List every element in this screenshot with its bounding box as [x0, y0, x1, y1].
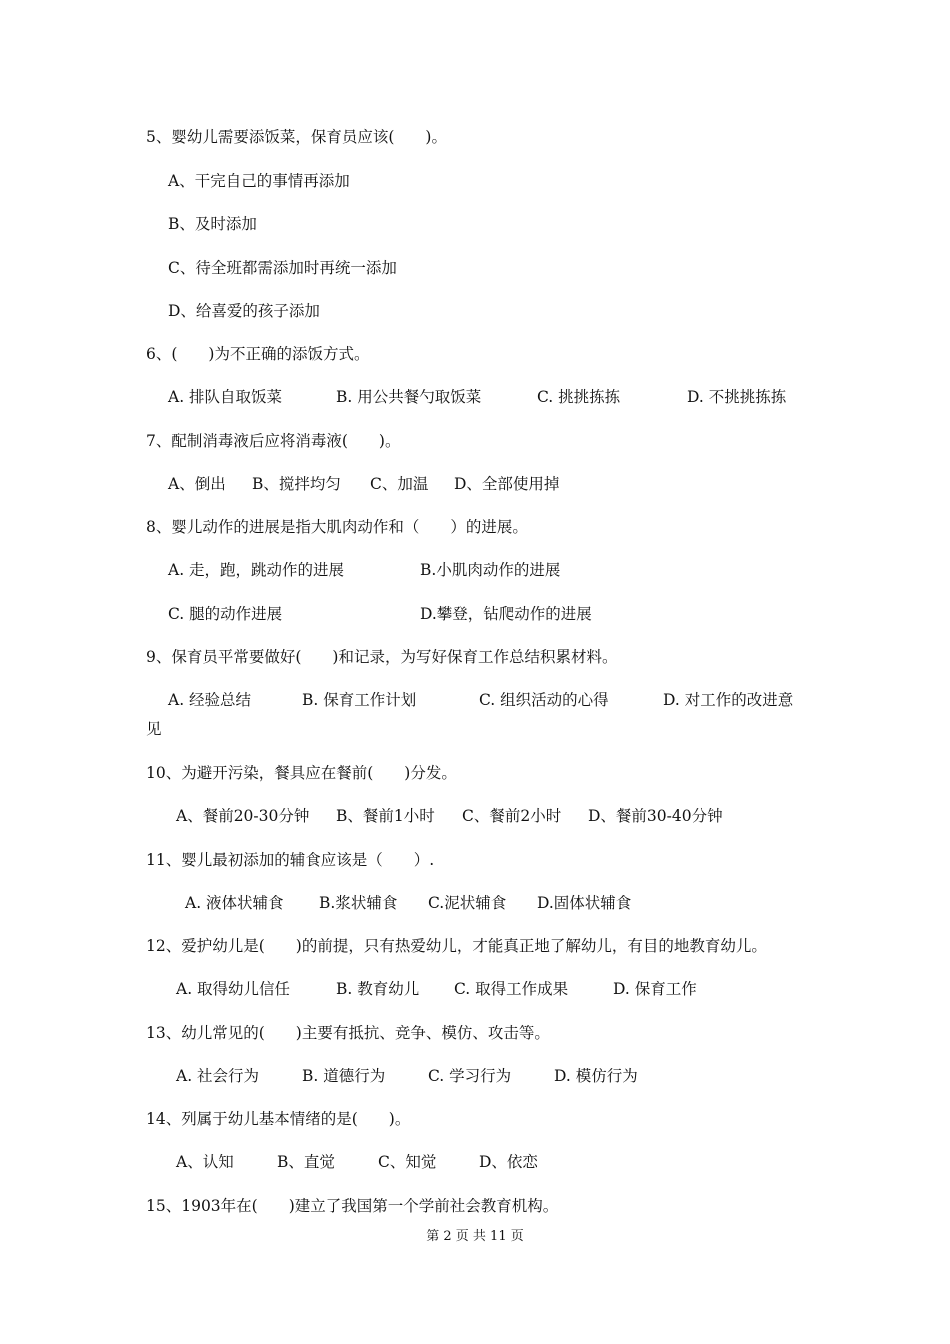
- question-5-option-b: B、及时添加: [168, 215, 257, 233]
- question-12-option-d: D. 保育工作: [613, 980, 697, 998]
- question-7-option-b: B、搅拌均匀: [252, 475, 341, 493]
- question-7-option-d: D、全部使用掉: [454, 475, 560, 493]
- question-13-option-d: D. 模仿行为: [554, 1067, 638, 1085]
- question-10-option-c: C、餐前2小时: [462, 807, 562, 825]
- page-footer: 第 2 页 共 11 页: [426, 1229, 524, 1244]
- question-11-stem: 11、婴儿最初添加的辅食应该是（ ）.: [146, 851, 435, 869]
- question-6-stem: 6、( )为不正确的添饭方式。: [146, 345, 370, 363]
- question-5-option-d: D、给喜爱的孩子添加: [168, 302, 320, 320]
- question-11-option-d: D.固体状辅食: [537, 894, 632, 912]
- question-14-stem: 14、列属于幼儿基本情绪的是( )。: [146, 1110, 411, 1128]
- question-8-options-row-2: [0, 604, 950, 684]
- question-10-option-b: B、餐前1小时: [336, 807, 435, 825]
- question-11-option-a: A. 液体状辅食: [185, 894, 284, 912]
- question-6-option-a: A. 排队自取饭菜: [168, 388, 283, 406]
- question-13-stem: 13、幼儿常见的( )主要有抵抗、竞争、模仿、攻击等。: [146, 1024, 550, 1042]
- question-11-option-c: C.泥状辅食: [428, 894, 507, 912]
- question-9-options: [0, 690, 950, 810]
- question-9-stem: 9、保育员平常要做好( )和记录，为写好保育工作总结积累材料。: [146, 648, 618, 666]
- question-12-stem: 12、爱护幼儿是( )的前提，只有热爱幼儿，才能真正地了解幼儿，有目的地教育幼儿。: [146, 937, 767, 955]
- question-14-option-b: B、直觉: [277, 1153, 335, 1171]
- question-13-option-a: A. 社会行为: [176, 1067, 260, 1085]
- question-5-option-a: A、干完自己的事情再添加: [168, 172, 350, 190]
- question-13-option-b: B. 道德行为: [302, 1067, 386, 1085]
- question-14-option-a: A、认知: [176, 1153, 234, 1171]
- question-9-option-c: C. 组织活动的心得: [479, 691, 609, 709]
- question-8-stem: 8、婴儿动作的进展是指大肌肉动作和（ ）的进展。: [146, 518, 528, 536]
- question-12-option-c: C. 取得工作成果: [454, 980, 569, 998]
- question-14-option-c: C、知觉: [378, 1153, 437, 1171]
- question-9-option-a: A. 经验总结: [168, 691, 252, 709]
- question-15-stem: 15、1903年在( )建立了我国第一个学前社会教育机构。: [146, 1197, 559, 1215]
- question-9-option-d-wrap: 见: [146, 720, 162, 738]
- question-11-option-b: B.浆状辅食: [319, 894, 398, 912]
- question-8-option-a: A. 走，跑，跳动作的进展: [168, 561, 345, 579]
- question-12-option-a: A. 取得幼儿信任: [176, 980, 291, 998]
- question-13-option-c: C. 学习行为: [428, 1067, 512, 1085]
- question-7-stem: 7、配制消毒液后应将消毒液( )。: [146, 432, 401, 450]
- question-8-option-b: B.小肌肉动作的进展: [420, 561, 561, 579]
- question-9-option-d: D. 对工作的改进意: [663, 691, 794, 709]
- question-10-option-d: D、餐前30-40分钟: [588, 807, 723, 825]
- question-5-option-c: C、待全班都需添加时再统一添加: [168, 259, 397, 277]
- question-12-option-b: B. 教育幼儿: [336, 980, 420, 998]
- question-8-option-c: C. 腿的动作进展: [168, 605, 283, 623]
- question-6-option-d: D. 不挑挑拣拣: [687, 388, 787, 406]
- question-6-option-b: B. 用公共餐勺取饭菜: [336, 388, 482, 406]
- question-7-option-c: C、加温: [370, 475, 429, 493]
- question-5-stem: 5、婴幼儿需要添饭菜，保育员应该( )。: [146, 128, 447, 146]
- question-7-option-a: A、倒出: [168, 475, 226, 493]
- question-14-option-d: D、依恋: [479, 1153, 538, 1171]
- question-8-option-d: D.攀登，钻爬动作的进展: [420, 605, 592, 623]
- question-6-option-c: C. 挑挑拣拣: [537, 388, 621, 406]
- question-10-option-a: A、餐前20-30分钟: [176, 807, 310, 825]
- question-10-stem: 10、为避开污染，餐具应在餐前( )分发。: [146, 764, 457, 782]
- question-9-option-b: B. 保育工作计划: [302, 691, 417, 709]
